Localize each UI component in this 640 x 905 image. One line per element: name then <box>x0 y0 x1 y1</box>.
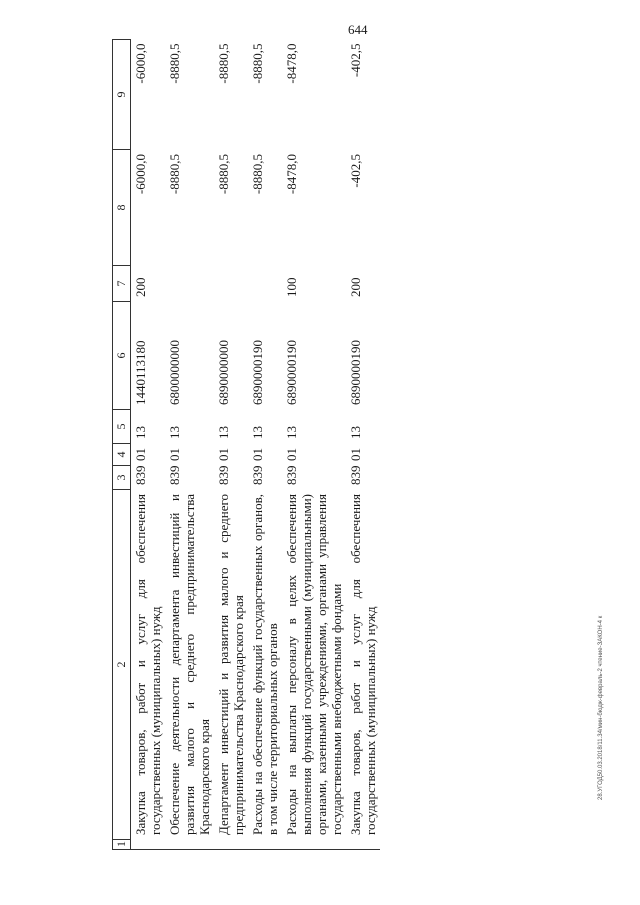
row-col-1 <box>214 840 248 850</box>
budget-table <box>112 39 380 850</box>
page-number: 644 <box>348 22 368 37</box>
row-target-article: 6890000190 <box>250 340 265 405</box>
row-col-1 <box>165 840 214 850</box>
header-col-4: 4 <box>113 444 131 466</box>
row-ministry: 839 <box>348 465 363 485</box>
row-ministry: 839 <box>133 465 148 485</box>
row-expense-type: 200 <box>348 277 363 297</box>
row-amount-col9: -8880,5 <box>250 43 265 84</box>
header-col-3: 3 <box>113 466 131 490</box>
row-subsection: 13 <box>250 426 265 439</box>
row-amount-col9: -8478,0 <box>284 43 299 84</box>
table-row <box>346 40 380 850</box>
row-description: Обеспечение деятельности департамента инвестиций и развития малого и среднего предпринимательства Краснодарского края <box>167 494 212 835</box>
row-amount-col8: -6000,0 <box>133 154 148 195</box>
row-target-article: 6890000190 <box>348 340 363 405</box>
table-row <box>282 40 346 850</box>
row-section: 01 <box>167 448 182 461</box>
row-ministry: 839 <box>167 465 182 485</box>
row-target-article: 6890000000 <box>216 340 231 405</box>
table-header-row <box>113 40 131 850</box>
row-section: 01 <box>250 448 265 461</box>
row-expense-type: 100 <box>284 277 299 297</box>
row-section: 01 <box>284 448 299 461</box>
row-amount-col8: -8478,0 <box>284 154 299 195</box>
table-row <box>214 40 248 850</box>
rotated-table-container <box>112 40 640 850</box>
row-ministry: 839 <box>284 465 299 485</box>
row-amount-col9: -8880,5 <box>167 43 182 84</box>
row-expense-type: 200 <box>133 277 148 297</box>
row-col-1 <box>131 840 166 850</box>
row-description: Расходы на обеспечение функций государственных органов, в том числе территориальных органов <box>250 494 280 835</box>
header-col-5: 5 <box>113 410 131 444</box>
row-col-1 <box>248 840 282 850</box>
row-subsection: 13 <box>284 426 299 439</box>
header-col-8: 8 <box>113 150 131 266</box>
row-col-1 <box>282 840 346 850</box>
row-description: Закупка товаров, работ и услуг для обеспечения государственных (муниципальных) нужд <box>133 494 163 835</box>
row-amount-col8: -8880,5 <box>250 154 265 195</box>
row-section: 01 <box>216 448 231 461</box>
table-row <box>165 40 214 850</box>
row-amount-col8: -402,5 <box>348 154 363 188</box>
row-subsection: 13 <box>348 426 363 439</box>
row-amount-col9: -6000,0 <box>133 43 148 84</box>
header-col-6: 6 <box>113 302 131 410</box>
row-subsection: 13 <box>133 426 148 439</box>
row-amount-col8: -8880,5 <box>216 154 231 195</box>
table-row <box>248 40 282 850</box>
header-col-1: 1 <box>113 840 131 850</box>
row-amount-col9: -8880,5 <box>216 43 231 84</box>
row-expense-type <box>165 266 214 302</box>
row-expense-type <box>248 266 282 302</box>
row-target-article: 6800000000 <box>167 340 182 405</box>
row-subsection: 13 <box>216 426 231 439</box>
row-section: 01 <box>133 448 148 461</box>
header-col-2: 2 <box>113 490 131 840</box>
row-ministry: 839 <box>216 465 231 485</box>
row-description: Закупка товаров, работ и услуг для обеспечения государственных (муниципальных) нужд <box>348 494 378 835</box>
row-section: 01 <box>348 448 363 461</box>
row-amount-col9: -402,5 <box>348 43 363 78</box>
footer-note: 28.УГОД50.03.2018/11.34/мин-бюдж-февраль-2 чтение-ЗАКОН-4 к <box>598 615 604 800</box>
row-expense-type <box>214 266 248 302</box>
row-ministry: 839 <box>250 465 265 485</box>
row-target-article: 6890000190 <box>284 340 299 405</box>
row-amount-col8: -8880,5 <box>167 154 182 195</box>
header-col-9: 9 <box>113 40 131 150</box>
row-col-1 <box>346 840 380 850</box>
document-page <box>112 40 640 850</box>
table-row <box>131 40 166 850</box>
row-description: Департамент инвестиций и развития малого и среднего предпринимательства Краснодарского края <box>216 494 246 835</box>
row-description: Расходы на выплаты персоналу в целях обеспечения выполнения функций государственными (муниципальными) органами, казенными учреждениями, органами управления государственными внебюджетными фондами <box>284 494 344 835</box>
row-subsection: 13 <box>167 426 182 439</box>
header-col-7: 7 <box>113 266 131 302</box>
row-target-article: 1440113180 <box>133 340 148 405</box>
